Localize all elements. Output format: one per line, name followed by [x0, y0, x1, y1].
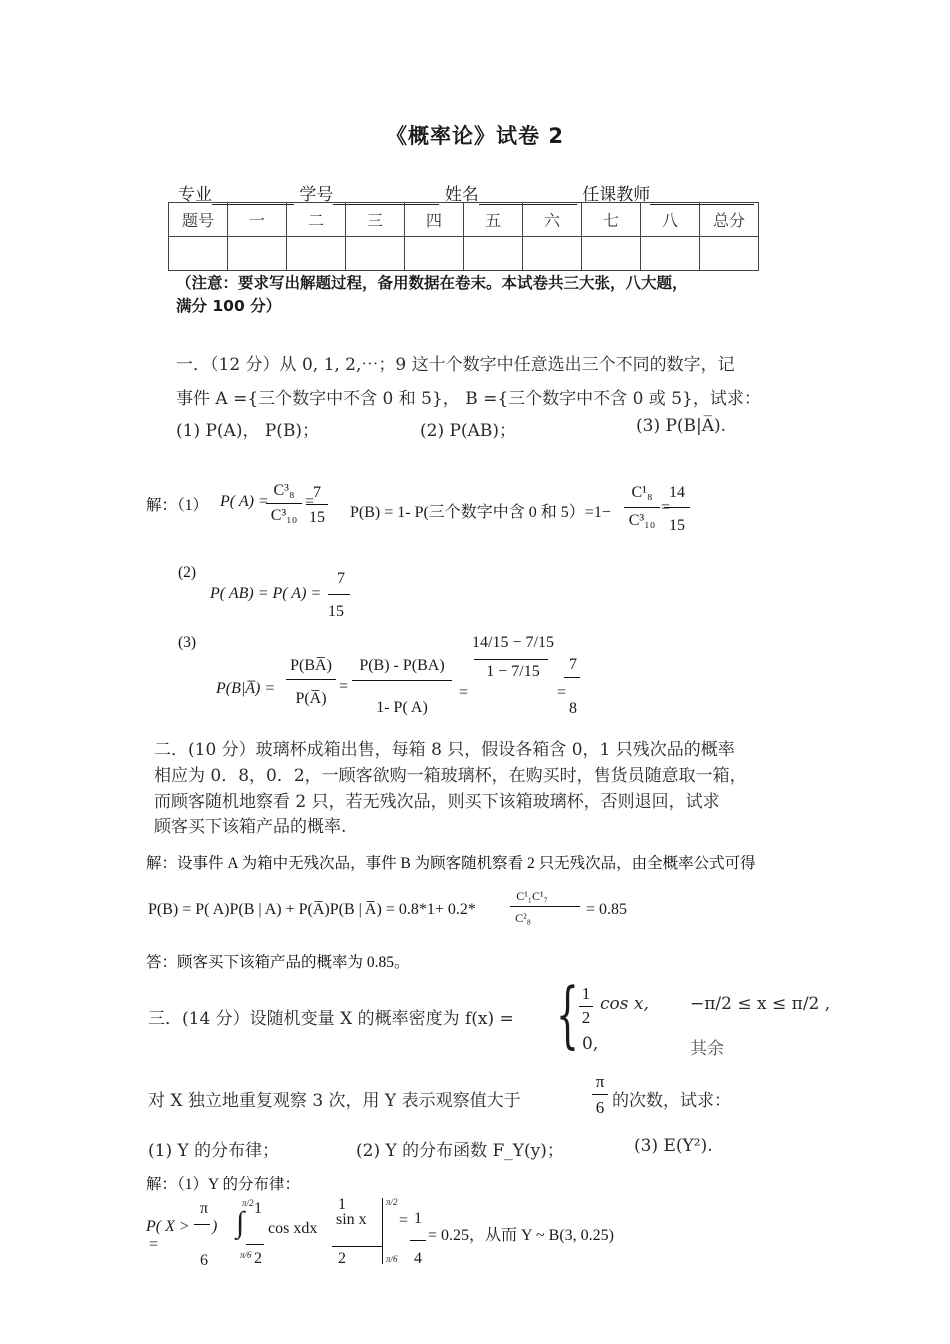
- s3-p-frac-den: 6: [200, 1252, 208, 1269]
- integral-icon: ∫: [236, 1206, 245, 1239]
- s3-int-coef-bar: [246, 1244, 264, 1245]
- s3-res-den: 4: [414, 1250, 422, 1267]
- s1-part2-num: 7: [337, 570, 345, 587]
- s3-anti-expr: sin x: [336, 1211, 367, 1228]
- s1-pb-val-den: 15: [669, 517, 685, 534]
- s3-int-upper: π/2: [242, 1198, 254, 1208]
- s3-int-coef-den: 2: [254, 1250, 262, 1267]
- s3-p-frac-num: π: [199, 1200, 209, 1217]
- q3-case1-coef-den: 2: [581, 1008, 591, 1027]
- score-cell[interactable]: [169, 237, 228, 271]
- s1-part3-f1-bar: [286, 679, 336, 680]
- q2-line-4: 顾客买下该箱产品的概率.: [154, 817, 347, 837]
- q3-part-2: (2) Y 的分布函数 F_Y(y)；: [356, 1141, 564, 1161]
- score-cell[interactable]: [641, 237, 700, 271]
- s1-pa-eq: =: [304, 493, 315, 510]
- q3-line2a: 对 X 独立地重复观察 3 次，用 Y 表示观察值大于: [148, 1091, 521, 1111]
- q3-case1-expr: cos x,: [600, 994, 649, 1014]
- s1-pb-val-num: 14: [669, 484, 685, 501]
- info-label-id: 学号: [299, 185, 334, 205]
- s2-answer: 答：顾客买下该箱产品的概率为 0.85。: [146, 954, 410, 971]
- s1-part3-f1-den: P(A̅): [295, 690, 327, 707]
- s1-part3-f3-bar: [474, 659, 548, 660]
- s1-pa-den: C³₁₀: [270, 507, 298, 524]
- s1-part3-label: (3): [178, 634, 197, 651]
- score-header: 二: [287, 203, 346, 237]
- score-header: 七: [582, 203, 641, 237]
- s1-part3-val-num: 7: [569, 656, 577, 673]
- s3-p-lhs: P( X >: [146, 1218, 190, 1235]
- notice-line-2: 满分 100 分）: [176, 297, 282, 315]
- s1-pb-eq: =: [660, 499, 671, 516]
- score-cell[interactable]: [287, 237, 346, 271]
- s1-pa-bar: [266, 503, 302, 504]
- score-cell[interactable]: [464, 237, 523, 271]
- s1-label: 解：（1）: [146, 497, 209, 514]
- s2-result: = 0.85: [586, 901, 628, 918]
- s3-result: = 0.25，从而 Y ~ B(3, 0.25): [428, 1227, 614, 1244]
- s3-int-coef-num: 1: [254, 1200, 262, 1217]
- q3-intro: 三．(14 分）设随机变量 X 的概率密度为 f(x) =: [148, 1009, 514, 1029]
- score-table-header-row: [169, 203, 759, 237]
- s3-anti-den: 2: [338, 1250, 346, 1267]
- score-cell[interactable]: [346, 237, 405, 271]
- s3-int-lower: π/6: [240, 1250, 252, 1260]
- score-header: 一: [228, 203, 287, 237]
- s1-part3-f3-den: 1 − 7/15: [486, 663, 540, 680]
- s2-frac-bar: [510, 906, 580, 907]
- s1-part3-eq2: =: [458, 684, 469, 701]
- score-cell[interactable]: [405, 237, 464, 271]
- score-header: 三: [346, 203, 405, 237]
- s3-eval-upper: π/2: [386, 1197, 398, 1207]
- info-label-teacher: 任课教师: [582, 185, 651, 205]
- s1-part2-label: (2): [178, 564, 197, 581]
- s3-p-eq: =: [148, 1236, 159, 1253]
- s1-pb-text: P(B) = 1- P(三个数字中含 0 和 5）=1−: [350, 504, 611, 521]
- s1-part3-f2-bar: [352, 680, 452, 681]
- info-label-major: 专业: [178, 185, 212, 205]
- s1-pb-bar: [624, 507, 660, 508]
- s2-formula: P(B) = P( A)P(B | A) + P(A̅)P(B | A̅) = 0.8*1+ 0.2*: [148, 901, 476, 918]
- s1-part2-den: 15: [328, 603, 344, 620]
- q3-part-1: (1) Y 的分布律；: [148, 1141, 280, 1161]
- s2-frac-num: C¹₁C¹₇: [516, 889, 548, 903]
- q1-part-3: (3) P(B|A̅).: [636, 416, 727, 436]
- s1-pb-val-bar: [664, 507, 690, 508]
- s1-pa-lhs: P( A) =: [220, 493, 269, 510]
- s3-anti-bar: [332, 1246, 382, 1247]
- s1-part2-bar: [328, 594, 350, 595]
- q3-line2-frac-num: π: [595, 1072, 605, 1091]
- s3-label: 解：（1）Y 的分布律：: [146, 1176, 300, 1193]
- q3-case2-range: 其余: [690, 1039, 724, 1059]
- score-table: [168, 202, 759, 271]
- s3-eval-bar: [382, 1198, 383, 1264]
- s1-part3-val-den: 8: [569, 700, 577, 717]
- page-title: 《概率论》试卷 2: [386, 124, 564, 148]
- q2-line-1: 二．(10 分）玻璃杯成箱出售，每箱 8 只，假设各箱含 0，1 只残次品的概率: [154, 740, 735, 760]
- score-cell[interactable]: [523, 237, 582, 271]
- q3-case1-coef-bar: [579, 1006, 593, 1007]
- s3-anti-num: 1: [338, 1196, 346, 1213]
- q1-line-1: 一．（12 分）从 0, 1, 2,⋯；9 这十个数字中任意选出三个不同的数字，记: [176, 355, 735, 375]
- s3-res-bar: [410, 1240, 426, 1241]
- q1-part-2: (2) P(AB)；: [420, 421, 516, 441]
- score-cell[interactable]: [582, 237, 641, 271]
- s1-part3-f2-num: P(B) - P(BA): [359, 657, 445, 674]
- q3-brace: {: [556, 972, 579, 1056]
- score-header: 五: [464, 203, 523, 237]
- q2-line-2: 相应为 0．8，0．2，一顾客欲购一箱玻璃杯，在购买时，售货员随意取一箱，: [154, 766, 747, 786]
- score-cell[interactable]: [228, 237, 287, 271]
- info-label-name: 姓名: [444, 185, 479, 205]
- s3-p-close: ): [212, 1218, 218, 1235]
- s3-int-expr: cos xdx: [268, 1220, 318, 1237]
- q3-line2b: 的次数，试求：: [612, 1091, 731, 1111]
- score-header: 六: [523, 203, 582, 237]
- s1-pa-val-num: 7: [313, 484, 321, 501]
- q3-line2-frac-den: 6: [595, 1098, 605, 1117]
- s1-part3-lhs: P(B|A̅) =: [216, 680, 276, 697]
- s1-pb-num: C¹₈: [631, 484, 653, 501]
- s3-eval-lower: π/6: [386, 1254, 398, 1264]
- score-header: 总分: [700, 203, 759, 237]
- s1-part3-f1-num: P(BA̅): [290, 657, 332, 674]
- q3-line2-frac-bar: [592, 1094, 608, 1095]
- q3-case2-expr: 0,: [582, 1034, 599, 1054]
- s3-res-num: 1: [414, 1210, 422, 1227]
- s2-line-1: 解：设事件 A 为箱中无残次品，事件 B 为顾客随机察看 2 只无残次品，由全概率公式可得: [146, 855, 756, 872]
- s1-part3-f3-num: 14/15 − 7/15: [472, 634, 554, 651]
- s1-part3-f2-den: 1- P( A): [376, 699, 428, 716]
- score-header: 四: [405, 203, 464, 237]
- q1-line-2: 事件 A ={三个数字中不含 0 和 5}， B ={三个数字中不含 0 或 5}，试求：: [176, 389, 761, 409]
- s3-eq1: =: [398, 1212, 409, 1229]
- s1-part3-eq1: =: [338, 678, 349, 695]
- q3-case1-range: −π/2 ≤ x ≤ π/2 ,: [690, 994, 831, 1014]
- s1-pa-val-den: 15: [309, 509, 325, 526]
- s3-p-frac-bar: [194, 1224, 210, 1225]
- q3-part-3: (3) E(Y²).: [634, 1136, 713, 1156]
- s2-frac-den: C²₈: [515, 911, 531, 925]
- score-header: 题号: [169, 203, 228, 237]
- s1-part2-text: P( AB) = P( A) =: [210, 585, 322, 602]
- s1-part3-eq3: =: [556, 684, 567, 701]
- s1-pa-val-bar: [306, 504, 328, 505]
- notice-line-1: （注意：要求写出解题过程，备用数据在卷末。本试卷共三大张，八大题，: [176, 274, 688, 292]
- score-cell[interactable]: [700, 237, 759, 271]
- s1-pb-den: C³₁₀: [628, 512, 656, 529]
- s1-pa-num: C³₈: [273, 482, 295, 499]
- s1-part3-val-bar: [564, 677, 580, 678]
- q2-line-3: 而顾客随机地察看 2 只，若无残次品，则买下该箱玻璃杯，否则退回，试求: [154, 792, 720, 812]
- score-header: 八: [641, 203, 700, 237]
- q1-part-1: (1) P(A)， P(B)；: [176, 421, 320, 441]
- q3-case1-coef-num: 1: [581, 984, 591, 1003]
- score-table-value-row: [169, 237, 759, 271]
